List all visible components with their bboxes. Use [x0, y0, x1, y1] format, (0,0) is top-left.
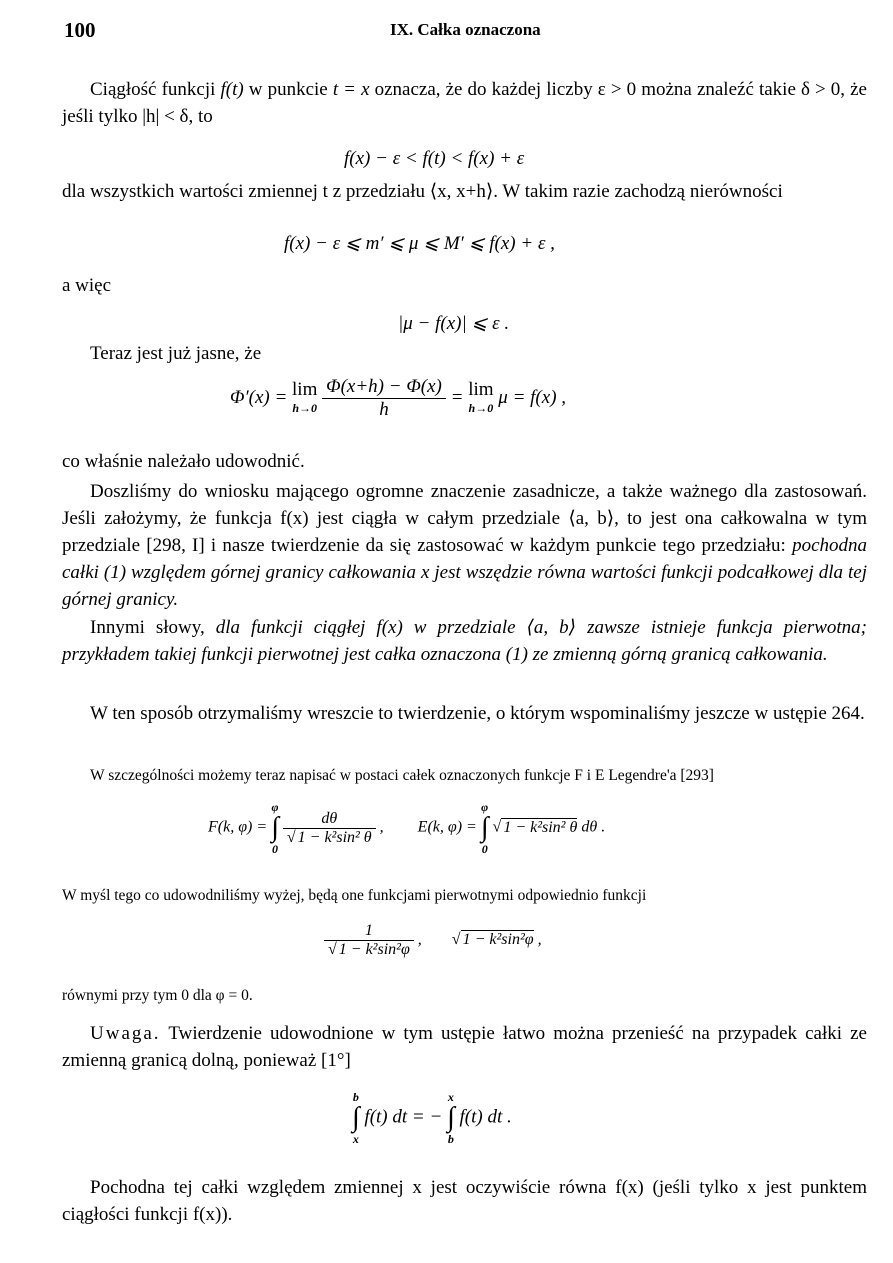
paragraph-qed: co właśnie należało udowodnić.: [62, 451, 305, 472]
difference-quotient: $\frac{\Phi(x+h) - \Phi(x)}{h}$: [322, 376, 446, 421]
theorem-statement-1: pochodna całki (1) względem górnej granicy całkowania x jest wszędzie równa wartości funkcji podcałkowej dla tej górnej granicy.: [62, 535, 867, 610]
integral-sign: φ ∫ 0: [271, 800, 279, 856]
reciprocal-root: $\frac{1}{\text{√ 1 − k²sin²φ}}$: [324, 922, 414, 959]
equation-inequality-1: f(x) − ε < f(t) < f(x) + ε: [344, 148, 525, 169]
paragraph-continuity: Ciągłość funkcji f(t) w punkcie t = x oznacza, że do każdej liczby ε > 0 można znaleźć takie δ > 0, że jeśli tylko |h| < δ, to: [62, 79, 867, 127]
paragraph-interval: dla wszystkich wartości zmiennej t z przedziału ⟨x, x+h⟩. W takim razie zachodzą nierówności: [62, 181, 783, 202]
limit-operator-2: lim h→0: [468, 378, 494, 415]
integral-sign-4: x ∫ b: [447, 1090, 455, 1146]
integral-sign-2: φ ∫ 0: [480, 800, 489, 856]
paragraph-legendre: W szczególności możemy teraz napisać w postaci całek oznaczonych funkcje F i E Legendre'a [293]: [90, 767, 714, 784]
running-header: [64, 18, 853, 42]
chapter-title: IX. Całka oznaczona: [390, 20, 541, 39]
paragraph-antiderivatives-of: W myśl tego co udowodniliśmy wyżej, będą one funkcjami pierwotnymi odpowiednio funkcji: [62, 887, 647, 904]
theorem-statement-2: dla funkcji ciągłej f(x) w przedziale ⟨a, b⟩ zawsze istnieje funkcja pierwotna; przykładem takiej funkcji pierwotnej jest całka oznaczona (1) ze zmienną górną granicą całkowania.: [62, 617, 867, 665]
legendre-f-integrand: $\frac{d\theta}{\text{√ 1 − k²sin² θ}}$: [283, 810, 376, 847]
paragraph-so: a więc: [62, 275, 112, 296]
limit-operator: lim h→0: [292, 378, 318, 415]
page-number: 100: [64, 18, 96, 42]
equation-abs-bound: |μ − f(x)| ⩽ ε .: [398, 313, 510, 334]
equation-derivative: Φ′(x) = lim h→0 $\frac{\Phi(x+h) - \Phi(x)}{h}$ = lim h→0 μ = f(x) ,: [230, 376, 567, 420]
paragraph-antiderivative: Innymi słowy, dla funkcji ciągłej f(x) w przedziale ⟨a, b⟩ zawsze istnieje funkcja pierwotna; przykładem takiej funkcji pierwotnej jest całka oznaczona (1) ze zmienną górną granicą całkowania.: [62, 617, 867, 665]
equation-swap-limits: b ∫ x f(t) dt = − x ∫ b f(t) dt .: [352, 1090, 512, 1146]
paragraph-equal-zero: równymi przy tym 0 dla φ = 0.: [62, 987, 253, 1004]
paragraph-section-ref: W ten sposób otrzymaliśmy wreszcie to twierdzenie, o którym wspominaliśmy jeszcze w ustępie 264.: [90, 703, 865, 724]
remark-label: Uwaga.: [90, 1023, 161, 1044]
paragraph-now-clear: Teraz jest już jasne, że: [90, 343, 262, 364]
paragraph-remark: Uwaga. Twierdzenie udowodnione w tym ustępie łatwo można przenieść na przypadek całki ze zmienną granicą dolną, ponieważ [1°]: [62, 1023, 867, 1071]
equation-legendre-integrals: F(k, φ) = φ ∫ 0 $\frac{d\theta}{\text{√ 1 − k²sin² θ}}$ , E(k, φ) = φ ∫ 0 √ 1 − k²sin² θ dθ .: [208, 800, 606, 856]
equation-integrands: $\frac{1}{\text{√ 1 − k²sin²φ}}$ , √ 1 − k²sin²φ ,: [324, 922, 542, 959]
paragraph-derivative-note: Pochodna tej całki względem zmiennej x jest oczywiście równa f(x) (jeśli tylko x jest punktem ciągłości funkcji f(x)).: [62, 1177, 867, 1225]
integral-sign-3: b ∫ x: [352, 1090, 360, 1146]
paragraph-conclusion: Doszliśmy do wniosku mającego ogromne znaczenie zasadnicze, a także ważnego dla zastosowań. Jeśli założymy, że funkcja f(x) jest ciągła w całym przedziale ⟨a, b⟩, to jest ona całkowalna w tym przedziale [298, I] i nasze twierdzenie da się zastosować w każdym punkcie tego przedziału: pochodna całki (1) względem górnej granicy całkowania x jest wszędzie równa wartości funkcji podcałkowej dla tej górnej granicy.: [62, 481, 867, 610]
equation-inequality-2: f(x) − ε ⩽ m′ ⩽ μ ⩽ M′ ⩽ f(x) + ε ,: [284, 233, 555, 254]
